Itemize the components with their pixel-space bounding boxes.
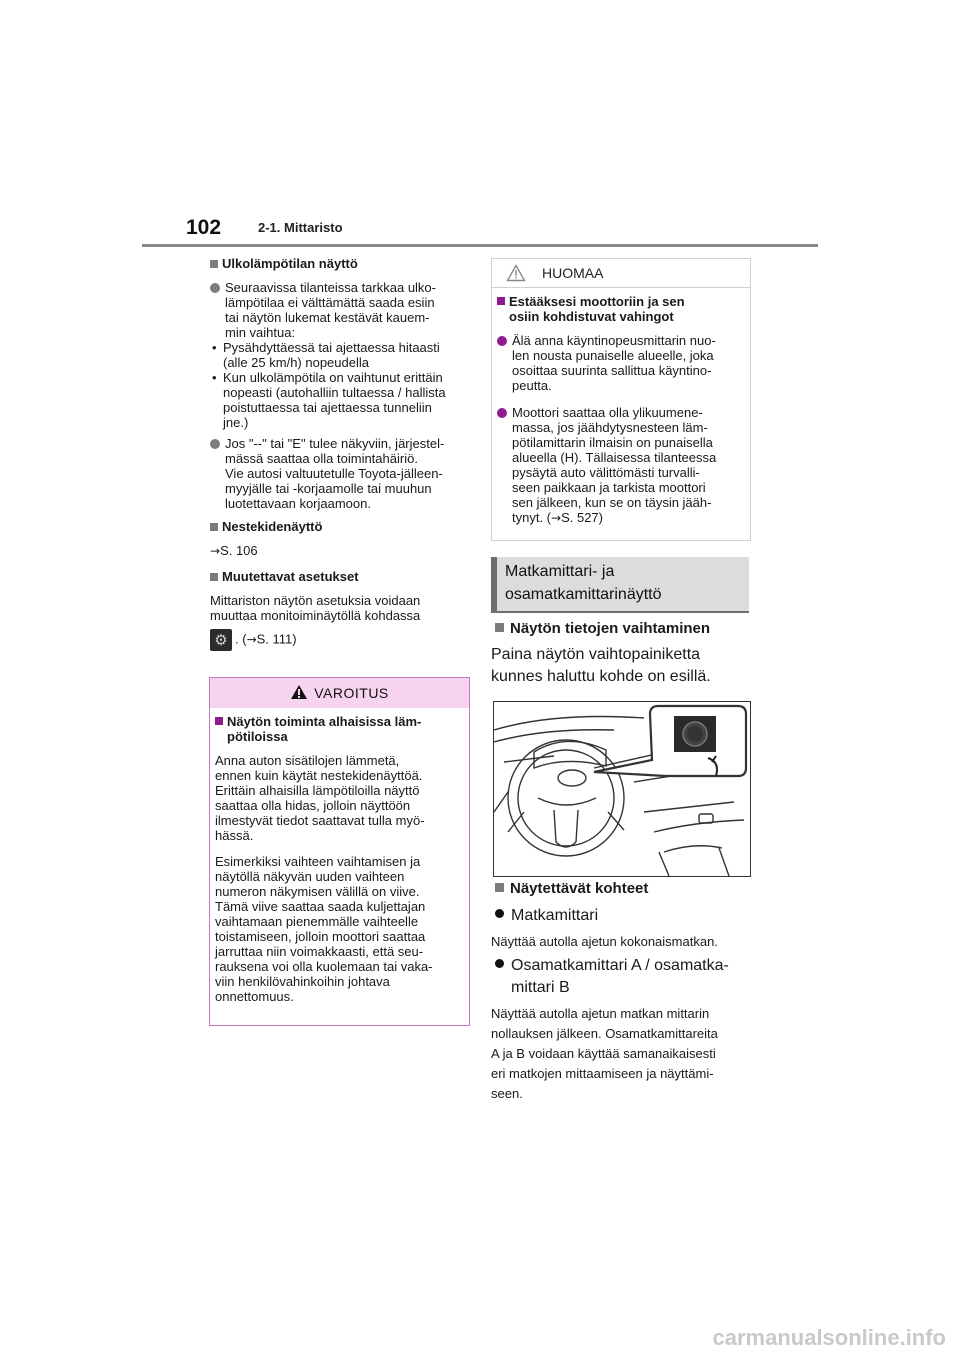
steering-wheel-illustration [493,701,751,877]
warning-paragraph-2: Esimerkiksi vaihteen vaihtamisen ja näytöllä näkyvän uuden vaihteen numeron näkymisen välillä on viive. Tämä viive saattaa saada kuljettajan vaihtamaan pienemmälle vaihteelle toistamiseen, jolloin moottori saattaa jarruttaa niin voimakkaasti, että seu- rauksena voi olla kuolemaan tai vaka- viin henkilövahinkoihin johtava onnettomuus. [215,854,433,1004]
section-band [491,557,749,611]
item-tripmeter: Osamatkamittari A / osamatka- mittari B [495,955,745,999]
switch-heading: Näytön tietojen vaihtaminen [495,620,710,637]
round-bullet-icon [497,408,507,418]
item-tripmeter-desc: Näyttää autolla ajetun matkan mittarin nollauksen jälkeen. Osamatkamittareita A ja B voidaan käyttää samanaikaisesti eri matkojen mittaamiseen ja näyttämi- seen. [491,1006,718,1101]
square-bullet-icon [495,883,504,892]
dashboard-illustration [494,702,750,876]
square-bullet-icon [210,573,218,581]
notice-page-ref[interactable]: S. 527) [561,510,603,525]
settings-ref[interactable]: ⚙ . (→S. 111) [210,629,470,651]
round-bullet-icon [210,439,220,449]
warning-header: VAROITUS [210,678,469,708]
item-odometer-desc: Näyttää autolla ajetun kokonaismatkan. [491,934,718,949]
right-arrow-glyph: → [551,511,562,525]
warning-heading: Näytön toiminta alhaisissa läm- pötiloissa [215,714,464,744]
square-bullet-icon [497,297,505,305]
warning-box [209,677,470,1026]
notice-heading: Estääksesi moottoriin ja sen osiin kohdistuvat vahingot [497,294,745,324]
right-arrow-glyph: → [246,632,257,647]
item-odometer: Matkamittari [495,905,745,927]
outdoor-temp-bullet-1: Seuraavissa tilanteissa tarkkaa ulko- lämpötilaa ei välttämättä saada esiin tai näytön lukemat kestävät kauem- min vaihtua: [210,280,470,340]
outdoor-temp-heading: Ulkolämpötilan näyttö [210,256,470,272]
notice-bullet-2: Moottori saattaa olla ylikuumene- massa, jos jäähdytysnesteen läm- pötilamittarin ilmaisin on punaisella alueella (H). Tällaisessa tilanteessa pysäytä auto välittömästi turvalli- seen paikkaan ja tarkista moottori sen jälkeen, kun se on täysin jääh- tynyt. (→S. 527) [497,405,745,526]
warning-paragraph-1: Anna auton sisätilojen lämmetä, ennen kuin käytät nestekidenäyttöä. Erittäin alhaisilla lämpötiloilla näyttö saattaa olla hidas, jolloin näyttöön ilmestyvät tiedot saattavat tulla myö- hässä. [215,753,425,843]
outdoor-temp-bullet-2: Jos "--" tai "E" tulee näkyviin, järjestel- mässä saattaa olla toimintahäiriö. Vie autosi valtuutetulle Toyota-jälleen- myyjälle tai -korjaamolle tai muuhun luotettavaan korjaamoon. [210,436,470,511]
notice-bullet-1: Älä anna käyntinopeusmittarin nuo- len nousta punaiselle alueelle, joka osoittaa suurinta sallittua käyntino- peutta. [497,333,745,393]
left-column [210,256,470,657]
square-bullet-icon [210,523,218,531]
square-bullet-icon [210,260,218,268]
coolant-heading: Nestekidenäyttö [210,519,470,535]
notice-header: HUOMAA [492,259,750,288]
square-bullet-icon [495,623,504,632]
band-rule [491,611,749,613]
square-bullet-icon [215,717,223,725]
switch-text: Paina näytön vaihtopainiketta kunnes haluttu kohde on esillä. [491,646,711,685]
items-heading: Näytettävät kohteet [495,880,648,897]
round-bullet-icon [210,283,220,293]
sub-item: • Pysähdyttäessä tai ajettaessa hitaasti (alle 25 km/h) nopeudella [212,340,440,370]
header-rule [142,244,818,247]
gear-icon: ⚙ [210,629,232,651]
round-bullet-icon [495,909,504,918]
settings-text: Mittariston näytön asetuksia voidaan muuttaa monitoiminäytöllä kohdassa [210,593,421,623]
round-bullet-icon [497,336,507,346]
round-bullet-icon [495,959,504,968]
watermark: carmanualsonline.info [712,1325,946,1350]
sub-item: • Kun ulkolämpötila on vaihtunut erittäin nopeasti (autohalliin tultaessa / hallista poistuttaessa tai ajettaessa tunneliin jne.) [212,370,446,430]
settings-heading: Muutettavat asetukset [210,569,470,585]
coolant-ref[interactable]: →S. 106 [210,543,258,558]
notice-triangle-icon [506,264,526,282]
section-band-title: Matkamittari- ja osamatkamittarinäyttö [505,563,662,603]
section-title: 2-1. Mittaristo [258,220,343,235]
band-accent [491,557,497,611]
page-number: 102 [186,216,222,239]
notice-box [491,258,751,541]
right-arrow-glyph: → [210,544,221,558]
warning-triangle-icon [290,684,308,700]
outdoor-temp-sublist [210,340,470,430]
